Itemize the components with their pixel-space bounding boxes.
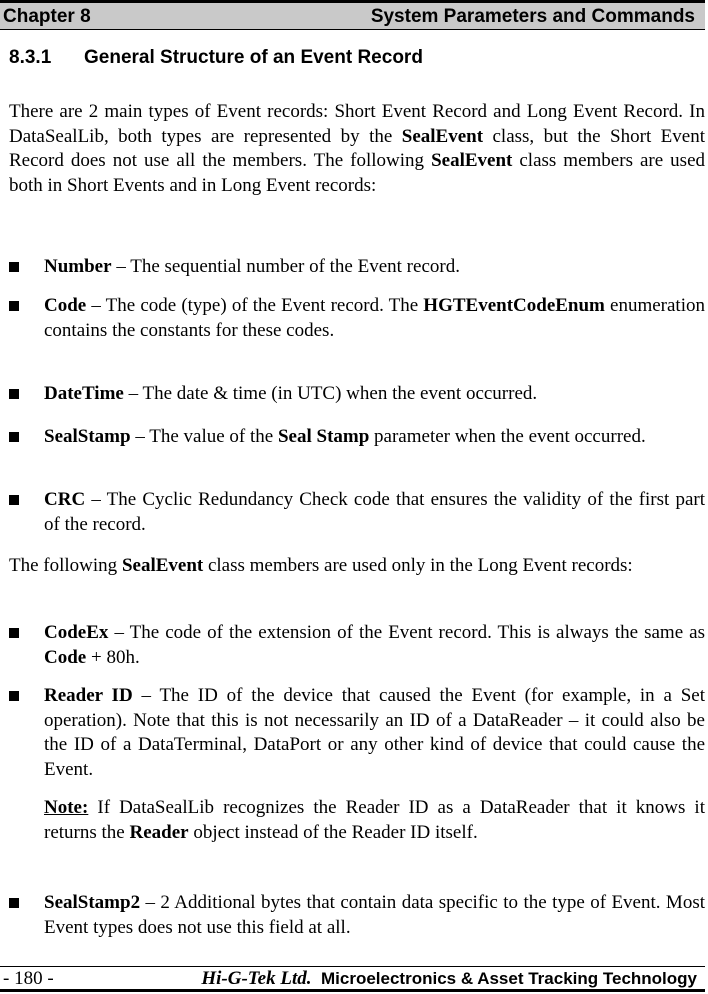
member-name: CRC xyxy=(44,489,86,510)
company-name: Hi-G-Tek Ltd. xyxy=(201,968,312,989)
member-description: – The code of the extension of the Event record. This is always the same as xyxy=(108,622,705,643)
chapter-title: System Parameters and Commands xyxy=(370,6,695,27)
list-item xyxy=(44,621,705,670)
member-description: enumeration contains the constants for these codes. xyxy=(44,295,705,341)
object-name: Reader xyxy=(129,821,189,843)
list-item xyxy=(44,382,705,407)
note-text: If DataSealLib recognizes the Reader ID as a DataReader that it knows it returns the xyxy=(44,797,705,843)
mid-text: class members are used only in the Long Event records: xyxy=(203,555,633,576)
bullet-icon xyxy=(9,495,19,505)
page-number: - 180 - xyxy=(3,968,54,989)
member-description: – 2 Additional bytes that contain data specific to the type of Event. Most Event types does not use this field at all. xyxy=(44,892,705,938)
intro-text: There are 2 main types of Event records: Short Event Record and Long Event Record. In DataSealLib, both types are represented by the xyxy=(9,101,705,147)
section-heading xyxy=(9,47,423,69)
page-header xyxy=(0,0,705,30)
class-name: SealEvent xyxy=(401,125,484,147)
class-name: SealEvent xyxy=(121,555,204,576)
page-footer xyxy=(0,966,705,992)
member-name: DateTime xyxy=(44,383,124,404)
member-description: + 80h. xyxy=(86,646,140,668)
mid-paragraph xyxy=(9,554,705,579)
list-item xyxy=(44,425,705,450)
member-ref: Code xyxy=(44,646,87,668)
note-text: object instead of the Reader ID itself. xyxy=(188,821,478,843)
class-name: SealEvent xyxy=(431,150,513,171)
note-block xyxy=(44,796,705,845)
member-name: CodeEx xyxy=(44,622,109,643)
member-name: Reader ID xyxy=(44,685,133,706)
bullet-icon xyxy=(9,301,19,311)
intro-text: class, but the Short Event Record does not use all the members. The following xyxy=(9,125,705,171)
list-item xyxy=(44,684,705,782)
bullet-icon xyxy=(9,691,19,701)
member-name: Code xyxy=(44,295,87,316)
bullet-icon xyxy=(9,262,19,272)
member-name: SealStamp xyxy=(44,426,131,447)
member-description: – The code (type) of the Event record. The xyxy=(86,295,424,316)
bullet-icon xyxy=(9,628,19,638)
list-item xyxy=(44,891,705,940)
company-line xyxy=(201,968,697,990)
chapter-label: Chapter 8 xyxy=(3,6,91,27)
section-title: General Structure of an Event Record xyxy=(84,47,423,68)
parameter-name: Seal Stamp xyxy=(277,426,370,447)
member-description: – The Cyclic Redundancy Check code that ensures the validity of the first part of the record. xyxy=(44,489,705,535)
enum-name: HGTEventCodeEnum xyxy=(423,295,605,316)
intro-text: class members are used both in Short Events and in Long Event records: xyxy=(9,150,705,196)
member-description: – The sequential number of the Event record. xyxy=(111,256,460,277)
bullet-icon xyxy=(9,432,19,442)
member-description: – The date & time (in UTC) when the event occurred. xyxy=(123,383,538,404)
intro-paragraph xyxy=(9,100,705,198)
section-number: 8.3.1 xyxy=(9,47,52,68)
company-tagline: Microelectronics & Asset Tracking Technology xyxy=(321,969,697,988)
list-item xyxy=(44,294,705,343)
bullet-icon xyxy=(9,389,19,399)
member-description: – The value of the xyxy=(130,426,278,447)
member-name: SealStamp2 xyxy=(44,892,141,913)
mid-text: The following xyxy=(9,555,122,576)
list-item xyxy=(44,488,705,537)
list-item xyxy=(44,255,705,280)
member-description: parameter when the event occurred. xyxy=(369,426,646,447)
note-label: Note: xyxy=(44,797,89,818)
member-name: Number xyxy=(44,256,112,277)
member-description: – The ID of the device that caused the Event (for example, in a Set operation). Note that this is not necessarily an ID of a DataReader – it could also be the ID of a DataTerminal, DataPort or any other kind of device that could cause the Event. xyxy=(44,685,705,780)
bullet-icon xyxy=(9,898,19,908)
